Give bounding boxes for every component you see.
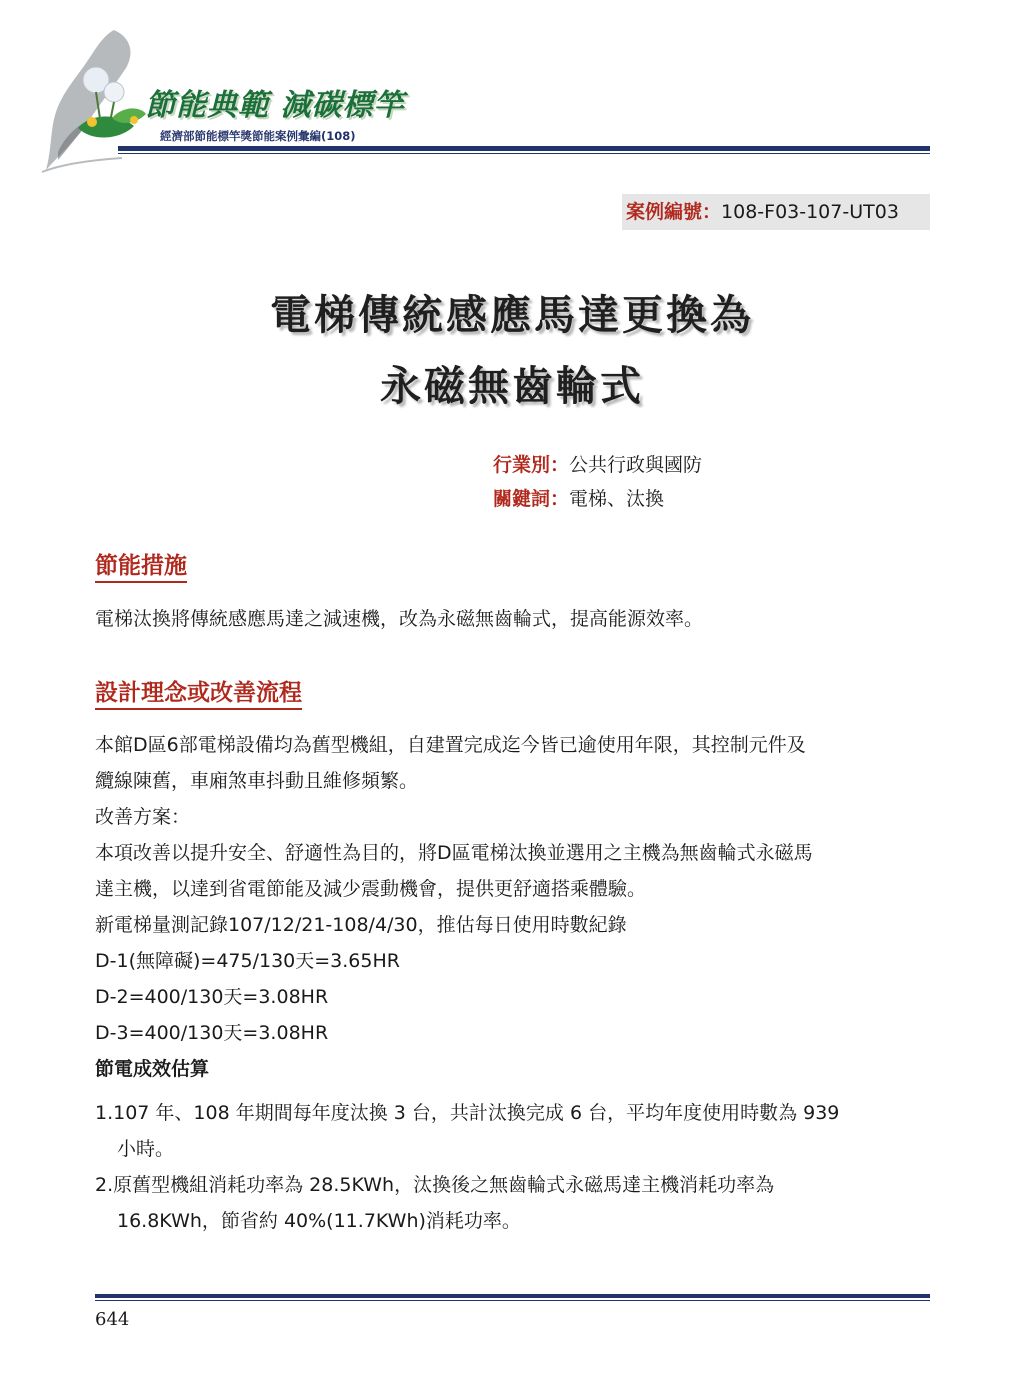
design-line: D-3=400/130天=3.08HR [95, 1022, 329, 1044]
industry-value: 公共行政與國防 [569, 454, 703, 476]
header-rule [118, 146, 930, 151]
brand-subtitle: 經濟部節能標竿獎節能案例彙編(108) [160, 129, 356, 143]
keywords-label: 關鍵詞： [493, 488, 570, 510]
measures-text: 電梯汰換將傳統感應馬達之減速機，改為永磁無齒輪式，提高能源效率。 [95, 608, 704, 630]
case-number-value: 108-F03-107-UT03 [721, 201, 899, 223]
design-line: D-1(無障礙)=475/130天=3.65HR [95, 950, 400, 972]
section-heading-measures: 節能措施 [95, 547, 187, 583]
design-line: 新電梯量測記錄107/12/21-108/4/30，推估每日使用時數紀錄 [95, 914, 627, 936]
list-item: 2.原舊型機組消耗功率為 28.5KWh，汰換後之無齒輪式永磁馬達主機消耗功率為 [95, 1174, 775, 1196]
industry-row [493, 450, 702, 477]
list-item-continuation: 小時。 [117, 1138, 175, 1160]
footer-rule [95, 1294, 930, 1298]
design-line: 改善方案： [95, 806, 191, 828]
page-title-line1: 電梯傳統感應馬達更換為 [270, 291, 754, 339]
case-number-label: 案例編號： [626, 201, 722, 223]
brand-title: 節能典範 減碳標竿 [145, 88, 405, 123]
page-title-line2: 永磁無齒輪式 [380, 362, 644, 410]
keywords-value: 電梯、汰換 [569, 488, 665, 510]
section-heading-design: 設計理念或改善流程 [95, 674, 302, 710]
page-number: 644 [95, 1309, 130, 1330]
case-number-box [622, 194, 930, 230]
footer-rule-thin [95, 1300, 930, 1301]
design-line: D-2=400/130天=3.08HR [95, 986, 329, 1008]
savings-heading: 節電成效估算 [95, 1058, 210, 1080]
design-line: 達主機，以達到省電節能及減少震動機會，提供更舒適搭乘體驗。 [95, 878, 647, 900]
design-line: 本項改善以提升安全、舒適性為目的，將D區電梯汰換並選用之主機為無齒輪式永磁馬 [95, 842, 813, 864]
list-item-continuation: 16.8KWh，節省約 40%(11.7KWh)消耗功率。 [117, 1210, 521, 1232]
keywords-row [493, 484, 664, 511]
industry-label: 行業別： [493, 454, 570, 476]
design-body [95, 727, 930, 1087]
design-line: 纜線陳舊，車廂煞車抖動且維修頻繁。 [95, 770, 419, 792]
savings-list [95, 1095, 935, 1239]
list-item: 1.107 年、108 年期間每年度汰換 3 台，共計汰換完成 6 台，平均年度使用時數為 939 [95, 1102, 840, 1124]
design-line: 本館D區6部電梯設備均為舊型機組，自建置完成迄今皆已逾使用年限，其控制元件及 [95, 734, 806, 756]
header-rule-thin [118, 153, 930, 154]
